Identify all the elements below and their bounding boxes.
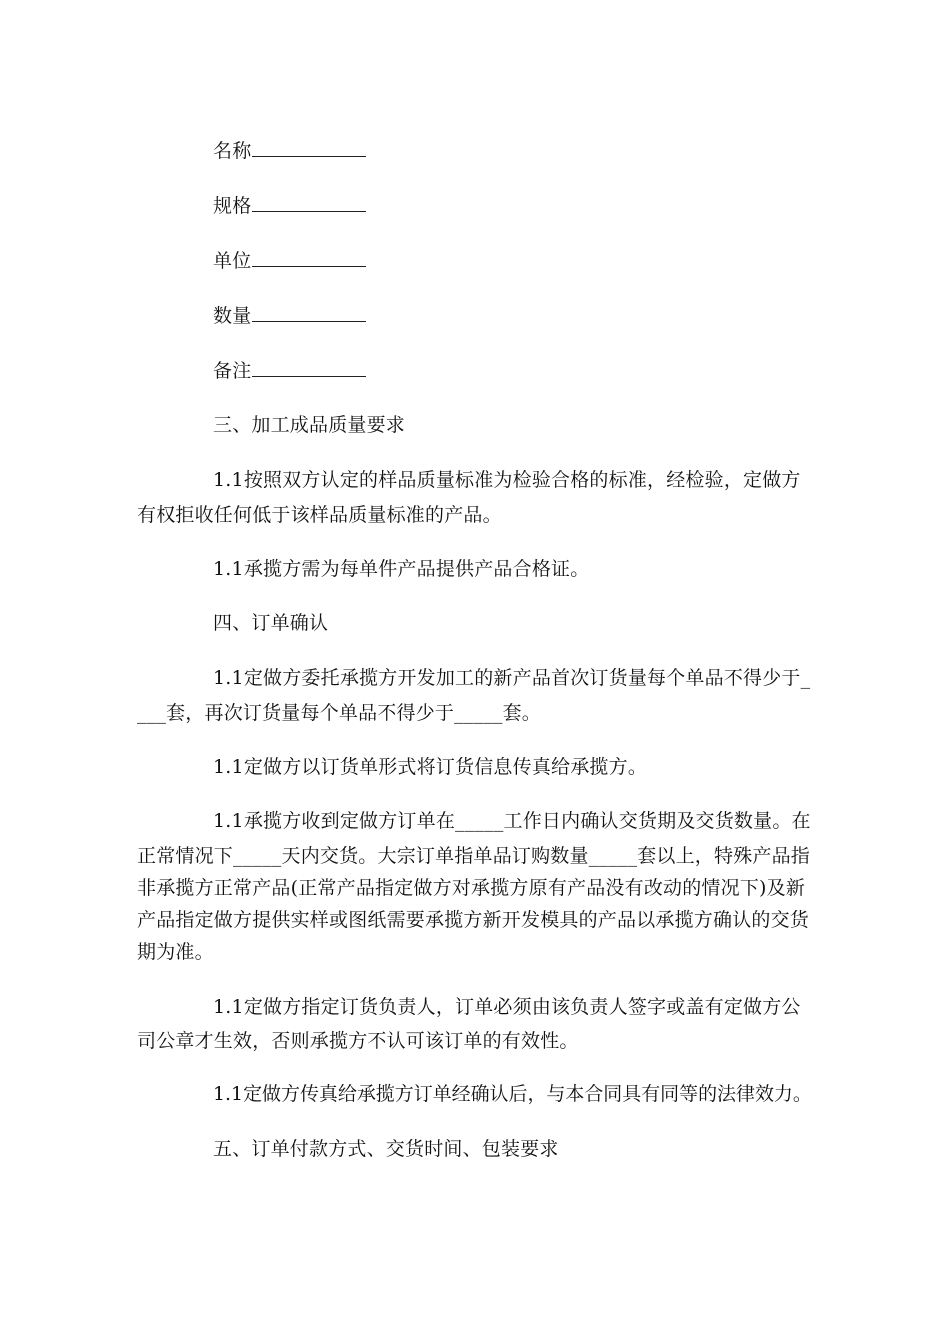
blank-underline bbox=[252, 138, 366, 157]
section4-paragraph3-line3: 非承揽方正常产品(正常产品指定做方对承揽方原有产品没有改动的情况下)及新 bbox=[137, 877, 806, 899]
section4-paragraph3-line1: 1.1承揽方收到定做方订单在_____工作日内确认交货期及交货数量。在 bbox=[213, 810, 811, 832]
field-label: 规格 bbox=[213, 195, 252, 217]
blank-underline bbox=[252, 358, 366, 377]
field-quantity bbox=[213, 303, 366, 328]
section4-paragraph4-line2: 司公章才生效，否则承揽方不认可该订单的有效性。 bbox=[137, 1030, 579, 1052]
field-spec bbox=[213, 193, 366, 218]
field-label: 备注 bbox=[213, 360, 252, 382]
blank-underline bbox=[252, 193, 366, 212]
section5-heading: 五、订单付款方式、交货时间、包装要求 bbox=[213, 1138, 559, 1160]
field-remarks bbox=[213, 358, 366, 383]
field-name bbox=[213, 138, 366, 163]
section3-paragraph2: 1.1承揽方需为每单件产品提供产品合格证。 bbox=[213, 558, 590, 580]
section4-heading: 四、订单确认 bbox=[213, 612, 329, 634]
section3-heading: 三、加工成品质量要求 bbox=[213, 414, 406, 436]
blank-underline bbox=[252, 248, 366, 267]
section4-paragraph1-line1: 1.1定做方委托承揽方开发加工的新产品首次订货量每个单品不得少于_ bbox=[213, 667, 811, 689]
field-label: 名称 bbox=[213, 140, 252, 162]
section4-paragraph3-line4: 产品指定做方提供实样或图纸需要承揽方新开发模具的产品以承揽方确认的交货 bbox=[137, 909, 810, 931]
section3-paragraph1-line2: 有权拒收任何低于该样品质量标准的产品。 bbox=[137, 504, 502, 526]
field-unit bbox=[213, 248, 366, 273]
section4-paragraph5: 1.1定做方传真给承揽方订单经确认后，与本合同具有同等的法律效力。 bbox=[213, 1083, 812, 1105]
section4-paragraph1-line2: ___套，再次订货量每个单品不得少于_____套。 bbox=[137, 702, 542, 724]
section4-paragraph3-line5: 期为准。 bbox=[137, 941, 214, 963]
field-label: 数量 bbox=[213, 305, 252, 327]
blank-underline bbox=[252, 303, 366, 322]
section4-paragraph4-line1: 1.1定做方指定订货负责人，订单必须由该负责人签字或盖有定做方公 bbox=[213, 996, 801, 1018]
section3-paragraph1-line1: 1.1按照双方认定的样品质量标准为检验合格的标准，经检验，定做方 bbox=[213, 469, 801, 491]
section4-paragraph3-line2: 正常情况下_____天内交货。大宗订单指单品订购数量_____套以上，特殊产品指 bbox=[137, 845, 811, 867]
field-label: 单位 bbox=[213, 250, 252, 272]
section4-paragraph2: 1.1定做方以订货单形式将订货信息传真给承揽方。 bbox=[213, 756, 648, 778]
